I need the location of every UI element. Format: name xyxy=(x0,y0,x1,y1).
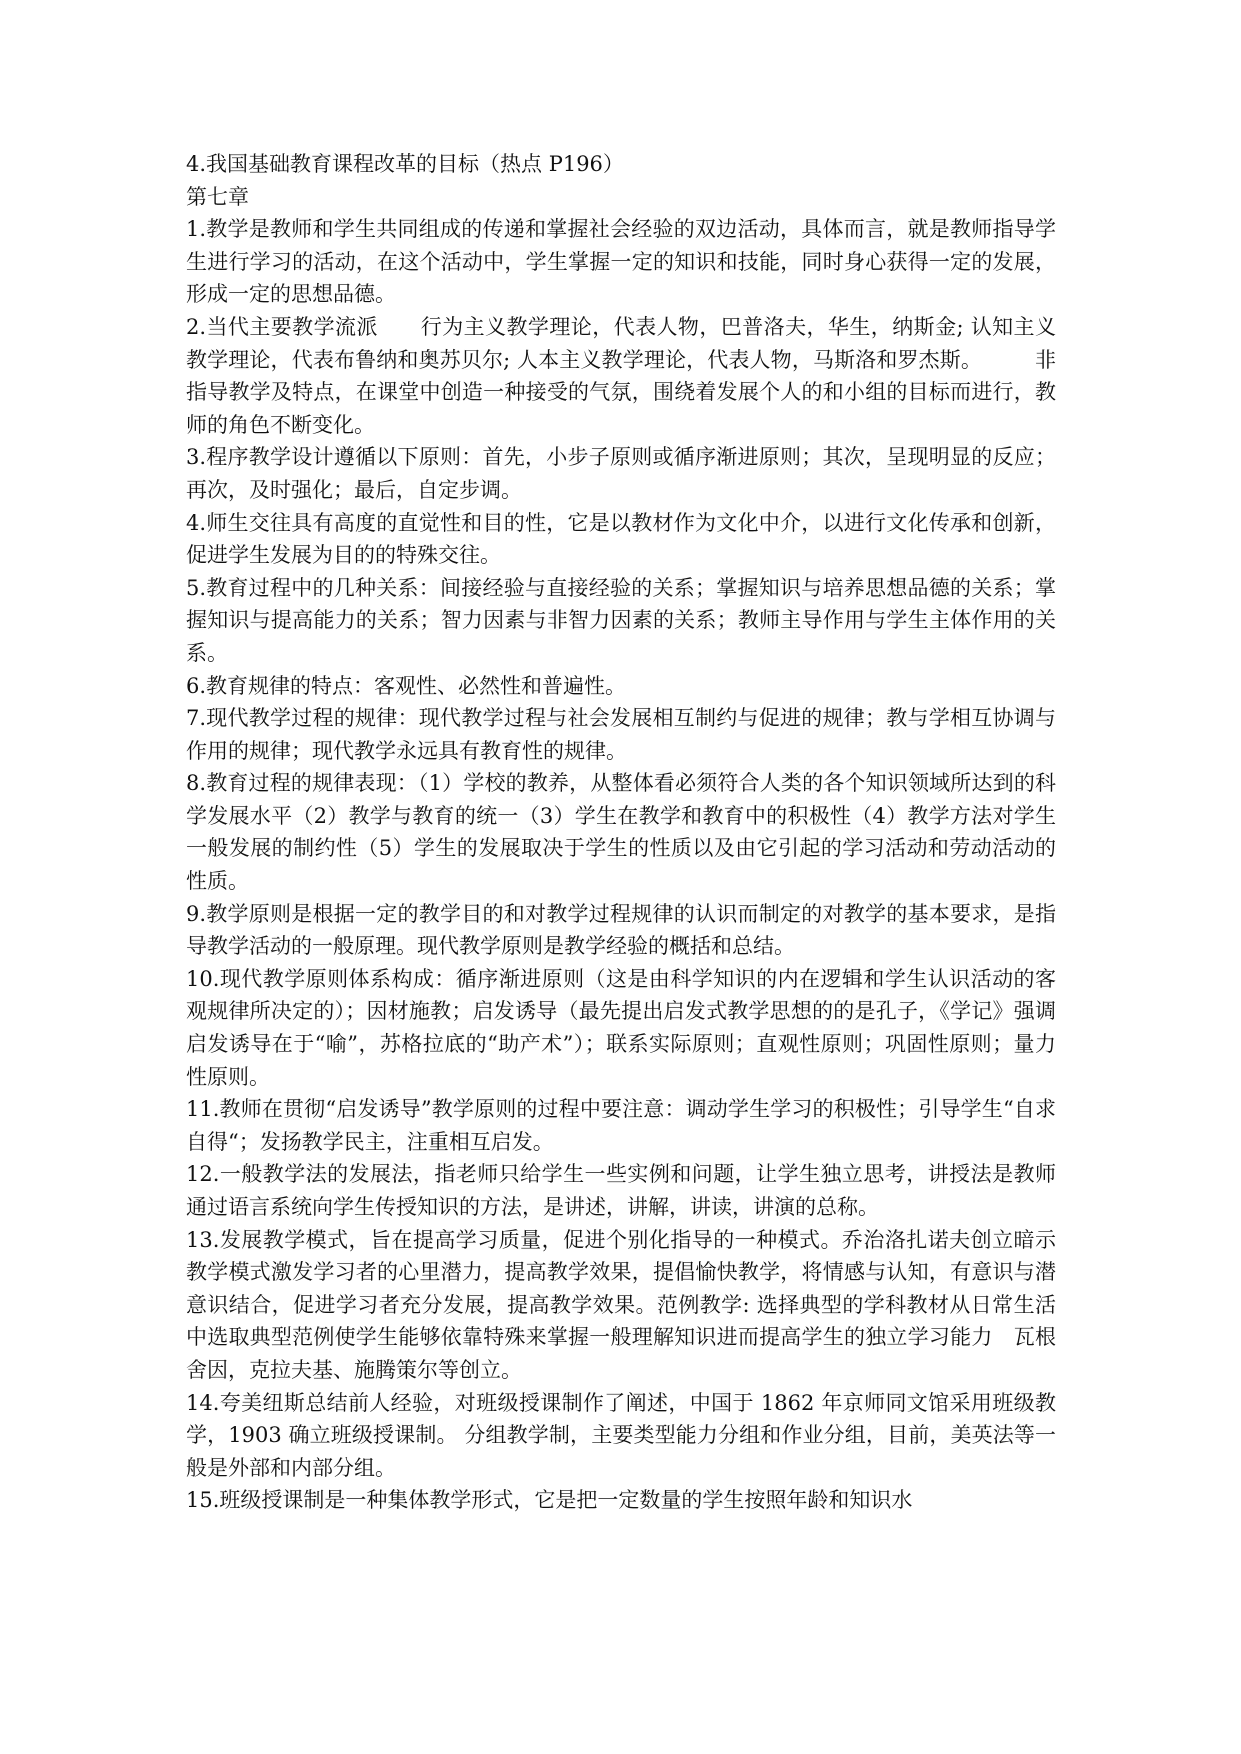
paragraph-11: 11.教师在贯彻“启发诱导”教学原则的过程中要注意：调动学生学习的积极性；引导学生“自求自得“；发扬教学民主，注重相互启发。 xyxy=(186,1097,1056,1154)
paragraph-1: 1.教学是教师和学生共同组成的传递和掌握社会经验的双边活动，具体而言，就是教师指导学生进行学习的活动，在这个活动中，学生掌握一定的知识和技能，同时身心获得一定的发展，形成一定的思想品德。 xyxy=(186,217,1056,307)
paragraph-12: 12.一般教学法的发展法，指老师只给学生一些实例和问题，让学生独立思考，讲授法是教师通过语言系统向学生传授知识的方法，是讲述，讲解，讲读，讲演的总称。 xyxy=(186,1162,1056,1219)
paragraph-4: 4.师生交往具有高度的直觉性和目的性，它是以教材作为文化中介，以进行文化传承和创新，促进学生发展为目的的特殊交往。 xyxy=(186,510,1056,568)
paragraph-7: 7.现代教学过程的规律：现代教学过程与社会发展相互制约与促进的规律；教与学相互协调与作用的规律；现代教学永远具有教育性的规律。 xyxy=(186,706,1056,763)
paragraph-6: 6.教育规律的特点：客观性、必然性和普遍性。 xyxy=(186,673,627,698)
paragraph-5: 5.教育过程中的几种关系：间接经验与直接经验的关系；掌握知识与培养思想品德的关系；掌握知识与提高能力的关系；智力因素与非智力因素的关系；教师主导作用与学生主体作用的关系。 xyxy=(186,575,1056,665)
paragraph-8: 8.教育过程的规律表现：（1）学校的教养，从整体看必须符合人类的各个知识领域所达到的科学发展水平（2）教学与教育的统一（3）学生在教学和教育中的积极性（4）教学方法对学生一般发展的制约性（5）学生的发展取决于学生的性质以及由它引起的学习活动和劳动活动的性质。 xyxy=(186,771,1056,894)
paragraph-15: 15.班级授课制是一种集体教学形式，它是把一定数量的学生按照年龄和知识水 xyxy=(186,1488,913,1513)
paragraph-9: 9.教学原则是根据一定的教学目的和对教学过程规律的认识而制定的对教学的基本要求，是指导教学活动的一般原理。现代教学原则是教学经验的概括和总结。 xyxy=(186,901,1056,959)
document-body xyxy=(186,148,1056,1517)
heading-curriculum-reform: 4.我国基础教育课程改革的目标（热点 P196） xyxy=(186,152,624,176)
paragraph-3: 3.程序教学设计遵循以下原则：首先，小步子原则或循序渐进原则；其次，呈现明显的反应；再次，及时强化；最后，自定步调。 xyxy=(186,445,1056,502)
paragraph-13: 13.发展教学模式，旨在提高学习质量，促进个别化指导的一种模式。乔治洛扎诺夫创立暗示教学模式激发学习者的心里潜力，提高教学效果，提倡愉快教学，将情感与认知，有意识与潜意识结合，促进学习者充分发展，提高教学效果。范例教学: 选择典型的学科教材从日常生活中选取典型范例使学生能够依靠特殊来掌握一般理解知识进而提高学生的独立学习能力 瓦根舍因，克拉夫基、施腾策尔等创立。 xyxy=(186,1227,1056,1382)
paragraph-10: 10.现代教学原则体系构成：循序渐进原则（这是由科学知识的内在逻辑和学生认识活动的客观规律所决定的）；因材施教；启发诱导（最先提出启发式教学思想的的是孔子，《学记》强调启发诱导在于“喻”，苏格拉底的“助产术”）；联系实际原则；直观性原则；巩固性原则；量力性原则。 xyxy=(186,966,1056,1089)
paragraph-2: 2.当代主要教学流派 行为主义教学理论，代表人物，巴普洛夫，华生，纳斯金; 认知主义教学理论，代表布鲁纳和奥苏贝尔; 人本主义教学理论，代表人物，马斯洛和罗杰斯。 非指导教学及特点，在课堂中创造一种接受的气氛，围绕着发展个人的和小组的目标而进行，教师的角色不断变化。 xyxy=(186,314,1056,437)
chapter-title: 第七章 xyxy=(186,184,249,209)
paragraph-14: 14.夸美纽斯总结前人经验，对班级授课制作了阐述，中国于 1862 年京师同文馆采用班级教学，1903 确立班级授课制。 分组教学制，主要类型能力分组和作业分组，目前，美英法等一般是外部和内部分组。 xyxy=(186,1390,1056,1480)
